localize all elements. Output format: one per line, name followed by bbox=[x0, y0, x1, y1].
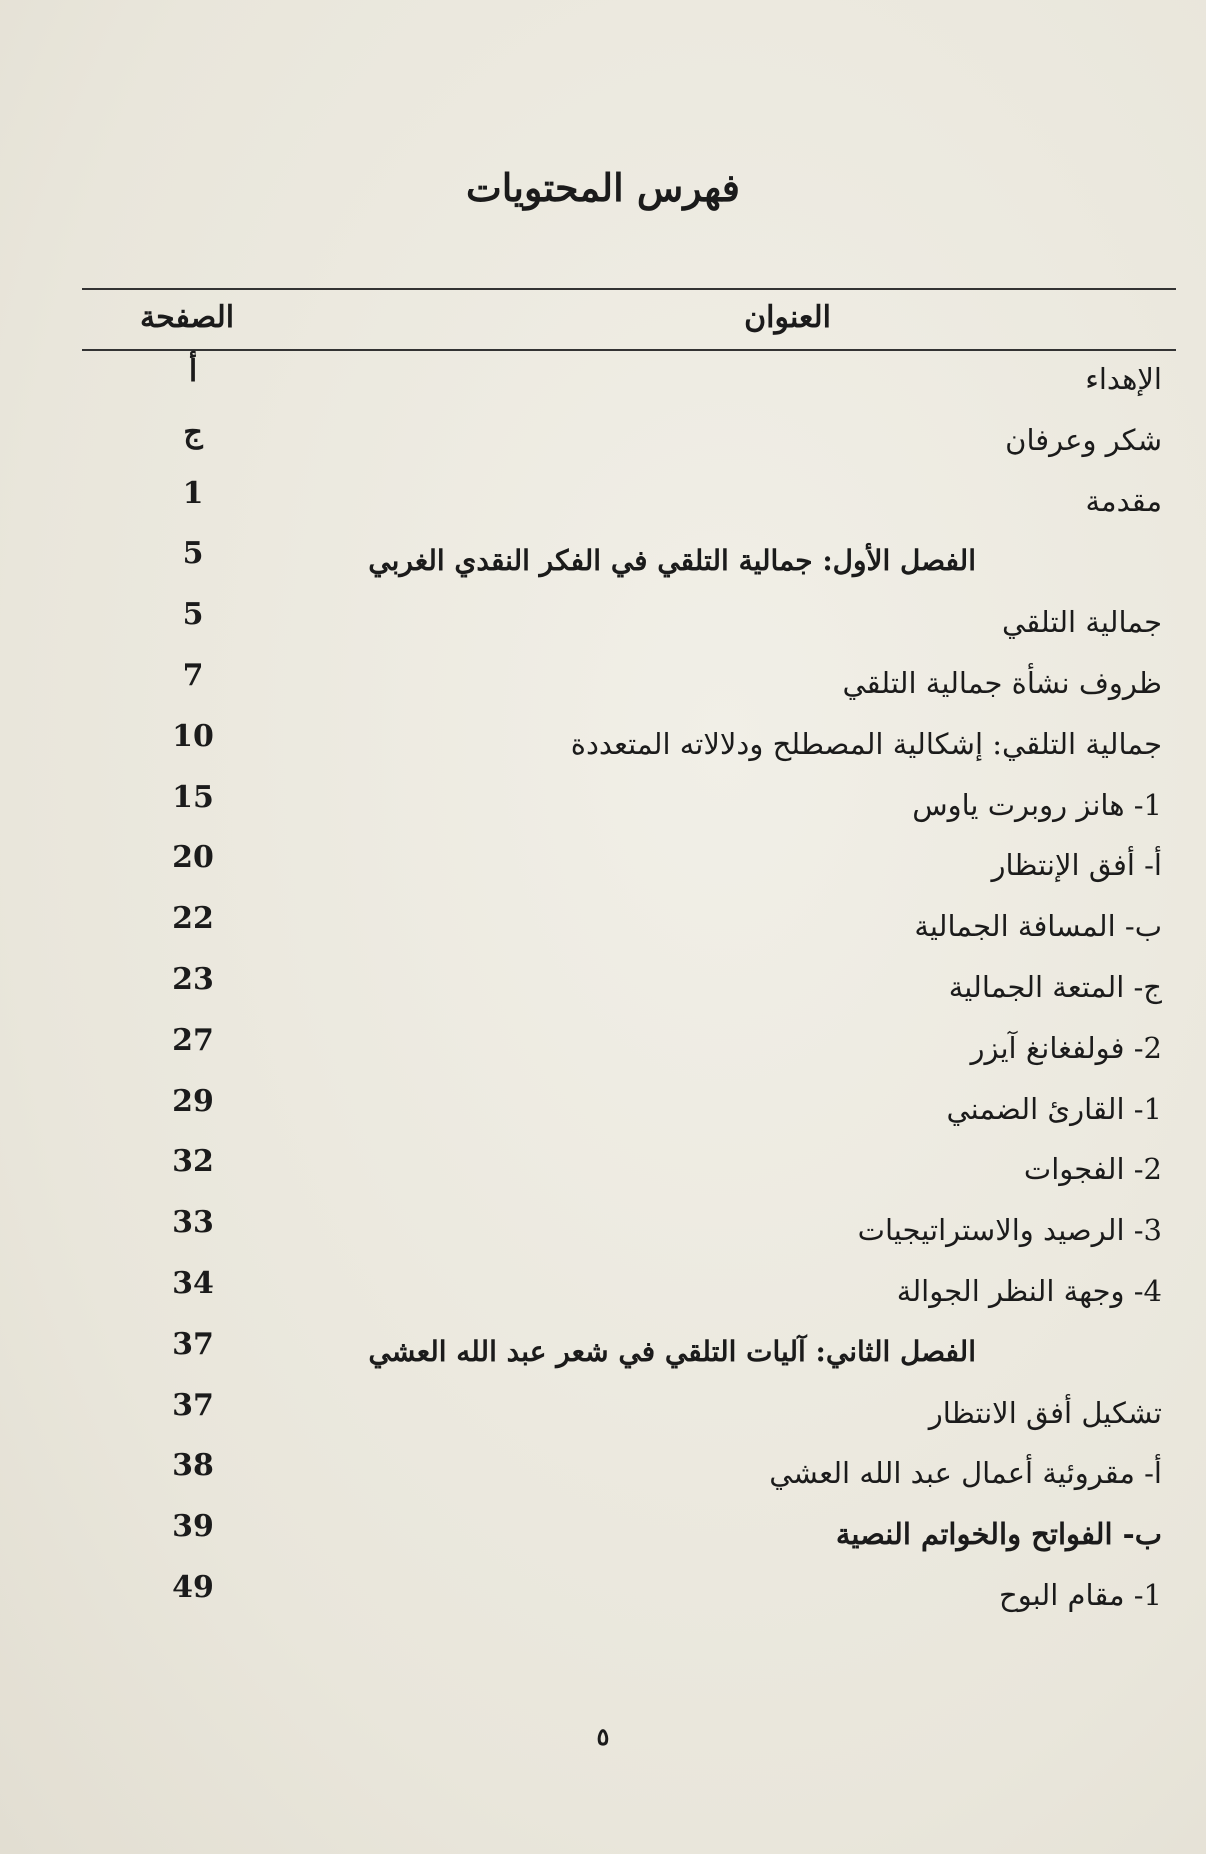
toc-row bbox=[82, 1388, 1176, 1449]
header-page-column: الصفحة bbox=[140, 300, 235, 335]
toc-entry-title: 1- هانز روبرت ياوس bbox=[912, 787, 1162, 822]
toc-entry-page: 29 bbox=[172, 1083, 214, 1119]
header-bottom-rule bbox=[82, 349, 1176, 351]
toc-entry-title: أ- مقروئية أعمال عبد الله العشي bbox=[769, 1456, 1162, 1491]
toc-row bbox=[82, 658, 1176, 719]
toc-entry-page: 27 bbox=[172, 1022, 214, 1058]
toc-entry-title: 2- الفجوات bbox=[1023, 1152, 1162, 1187]
toc-entry-page: 7 bbox=[182, 657, 204, 693]
toc-entry-title: أ- أفق الإنتظار bbox=[991, 848, 1162, 883]
toc-row bbox=[82, 1266, 1176, 1327]
toc-row bbox=[82, 415, 1176, 476]
toc-entry-page: 49 bbox=[172, 1569, 214, 1605]
toc-entry-page: 34 bbox=[172, 1265, 214, 1301]
toc-entry-title: 1- مقام البوح bbox=[998, 1577, 1162, 1612]
toc-entry-page: 5 bbox=[182, 536, 204, 572]
page-title: فهرس المحتويات bbox=[466, 165, 740, 210]
toc-row bbox=[82, 1205, 1176, 1266]
toc-entry-page: 15 bbox=[172, 779, 214, 815]
toc-entry-title: تشكيل أفق الانتظار bbox=[928, 1395, 1162, 1430]
toc-entry-page: 38 bbox=[172, 1448, 214, 1484]
toc-row bbox=[82, 1144, 1176, 1205]
toc-row bbox=[82, 1570, 1176, 1631]
toc-entry-title: ب- المسافة الجمالية bbox=[914, 909, 1162, 944]
toc-row bbox=[82, 1509, 1176, 1570]
toc-row bbox=[82, 1448, 1176, 1509]
toc-entry-title: 2- فولفغانغ آيزر bbox=[970, 1030, 1162, 1065]
toc-entry-title: 1- القارئ الضمني bbox=[946, 1091, 1162, 1126]
toc-chapter-row bbox=[82, 536, 1176, 597]
toc-row bbox=[82, 962, 1176, 1023]
toc-entry-title: 3- الرصيد والاستراتيجيات bbox=[857, 1213, 1162, 1248]
toc-entry-title: الفصل الثاني: آليات التلقي في شعر عبد الله العشي bbox=[368, 1334, 976, 1368]
toc-row bbox=[82, 476, 1176, 537]
toc-entry-title: ب- الفواتح والخواتم النصية bbox=[835, 1517, 1162, 1552]
toc-row bbox=[82, 597, 1176, 658]
toc-entry-page: 22 bbox=[172, 901, 214, 937]
header-title-column: العنوان bbox=[744, 300, 831, 335]
toc-entry-page: 20 bbox=[172, 840, 214, 876]
toc-entry-page: ج bbox=[183, 414, 203, 450]
toc-entry-page: 39 bbox=[172, 1509, 214, 1545]
toc-row bbox=[82, 354, 1176, 415]
toc-entry-page: 33 bbox=[172, 1205, 214, 1241]
toc-entry-page: 23 bbox=[172, 961, 214, 997]
toc-entry-title: مقدمة bbox=[1085, 483, 1162, 518]
toc-row bbox=[82, 840, 1176, 901]
toc-entry-page: 32 bbox=[172, 1144, 214, 1180]
toc-entry-title: جمالية التلقي bbox=[1002, 605, 1162, 640]
toc-entry-title: الإهداء bbox=[1085, 362, 1162, 396]
toc-entry-page: 1 bbox=[182, 475, 204, 511]
toc-entry-title: ظروف نشأة جمالية التلقي bbox=[842, 665, 1162, 700]
toc-row bbox=[82, 901, 1176, 962]
toc-header bbox=[82, 296, 1176, 346]
toc-entry-title: 4- وجهة النظر الجوالة bbox=[896, 1273, 1162, 1308]
toc-row bbox=[82, 780, 1176, 841]
toc-row bbox=[82, 1023, 1176, 1084]
toc-entry-page: 37 bbox=[172, 1387, 214, 1423]
header-top-rule bbox=[82, 288, 1176, 290]
toc-chapter-row bbox=[82, 1327, 1176, 1388]
toc-row bbox=[82, 719, 1176, 780]
toc-list bbox=[82, 354, 1176, 1631]
toc-entry-title: جمالية التلقي: إشكالية المصطلح ودلالاته المتعددة bbox=[570, 726, 1162, 761]
toc-entry-title: شكر وعرفان bbox=[1005, 422, 1162, 457]
toc-entry-title: الفصل الأول: جمالية التلقي في الفكر النقدي الغربي bbox=[368, 544, 976, 578]
toc-row bbox=[82, 1084, 1176, 1145]
page-number: ٥ bbox=[596, 1722, 610, 1751]
toc-entry-page: 37 bbox=[172, 1326, 214, 1362]
toc-entry-title: ج- المتعة الجمالية bbox=[948, 969, 1162, 1004]
toc-entry-page: 10 bbox=[172, 718, 214, 754]
toc-entry-page: 5 bbox=[182, 597, 204, 633]
toc-entry-page: أ bbox=[188, 354, 198, 389]
